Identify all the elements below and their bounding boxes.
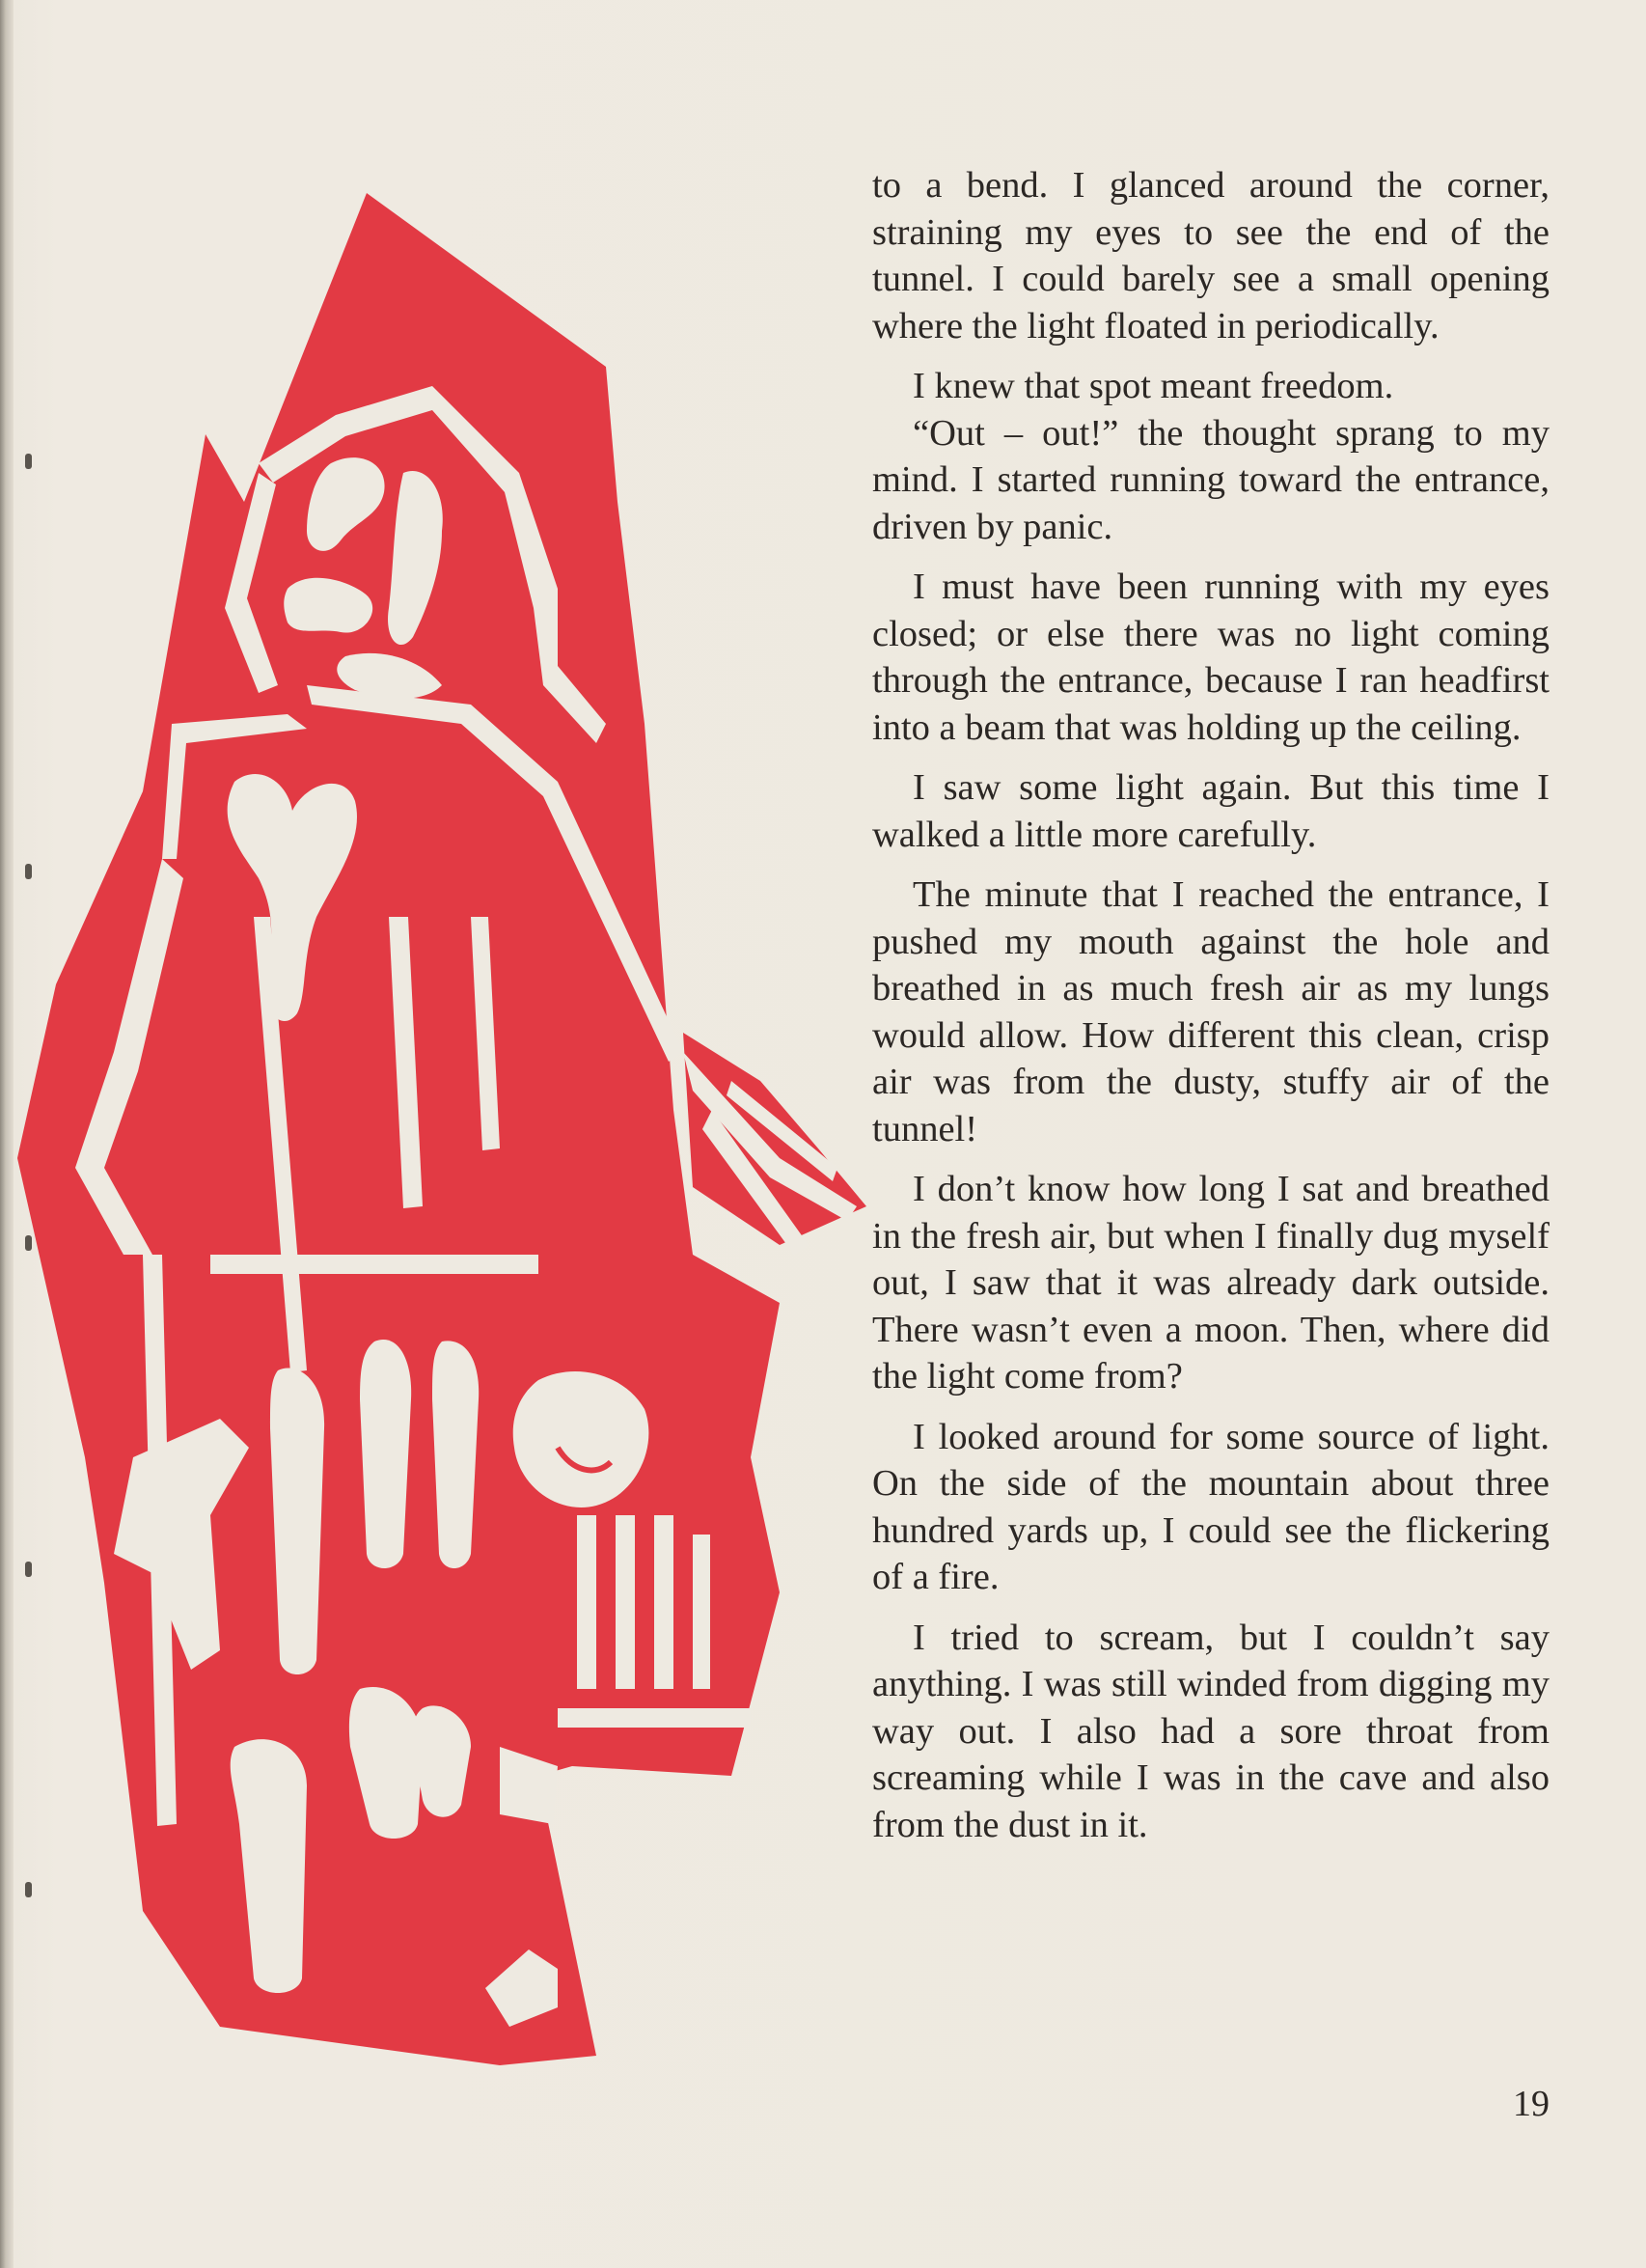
paragraph: I don’t know how long I sat and breathed in the fresh air, but when I finally dug myself out, I saw that it was already dark outside. There wasn’t even a moon. Then, where did the light come from?	[872, 1169, 1550, 1397]
paragraph: I looked around for some source of light. On the side of the mountain about three hundred yards up, I could see the flickering of a fire.	[872, 1416, 1550, 1597]
paragraph: The minute that I reached the entrance, I pushed my mouth against the hole and breathed in as much fresh air as my lungs would allow. How different this clean, crisp air was from the dusty, stuffy air of the tunnel!	[872, 874, 1550, 1149]
paragraph: I tried to scream, but I couldn’t say anything. I was still winded from digging my way out. I also had a sore throat from screaming while I was in the cave and also from the dust in it.	[872, 1617, 1550, 1845]
paragraph: I must have been running with my eyes closed; or else there was no light coming through the entrance, because I ran headfirst into a beam that was holding up the ceiling.	[872, 567, 1550, 748]
page-number: 19	[1513, 2084, 1550, 2124]
story-text-column	[872, 162, 1550, 1862]
woodcut-illustration	[17, 183, 886, 2094]
paragraph: to a bend. I glanced around the corner, straining my eyes to see the end of the tunnel. I could barely see a small opening where the light floated in periodically.	[872, 165, 1550, 346]
paragraph: “Out – out!” the thought sprang to my mind. I started running toward the entrance, driven by panic.	[872, 412, 1550, 547]
paragraph: I knew that spot meant freedom.	[913, 366, 1394, 406]
binding-edge	[0, 0, 14, 2268]
paragraph: I saw some light again. But this time I walked a little more carefully.	[872, 767, 1550, 855]
